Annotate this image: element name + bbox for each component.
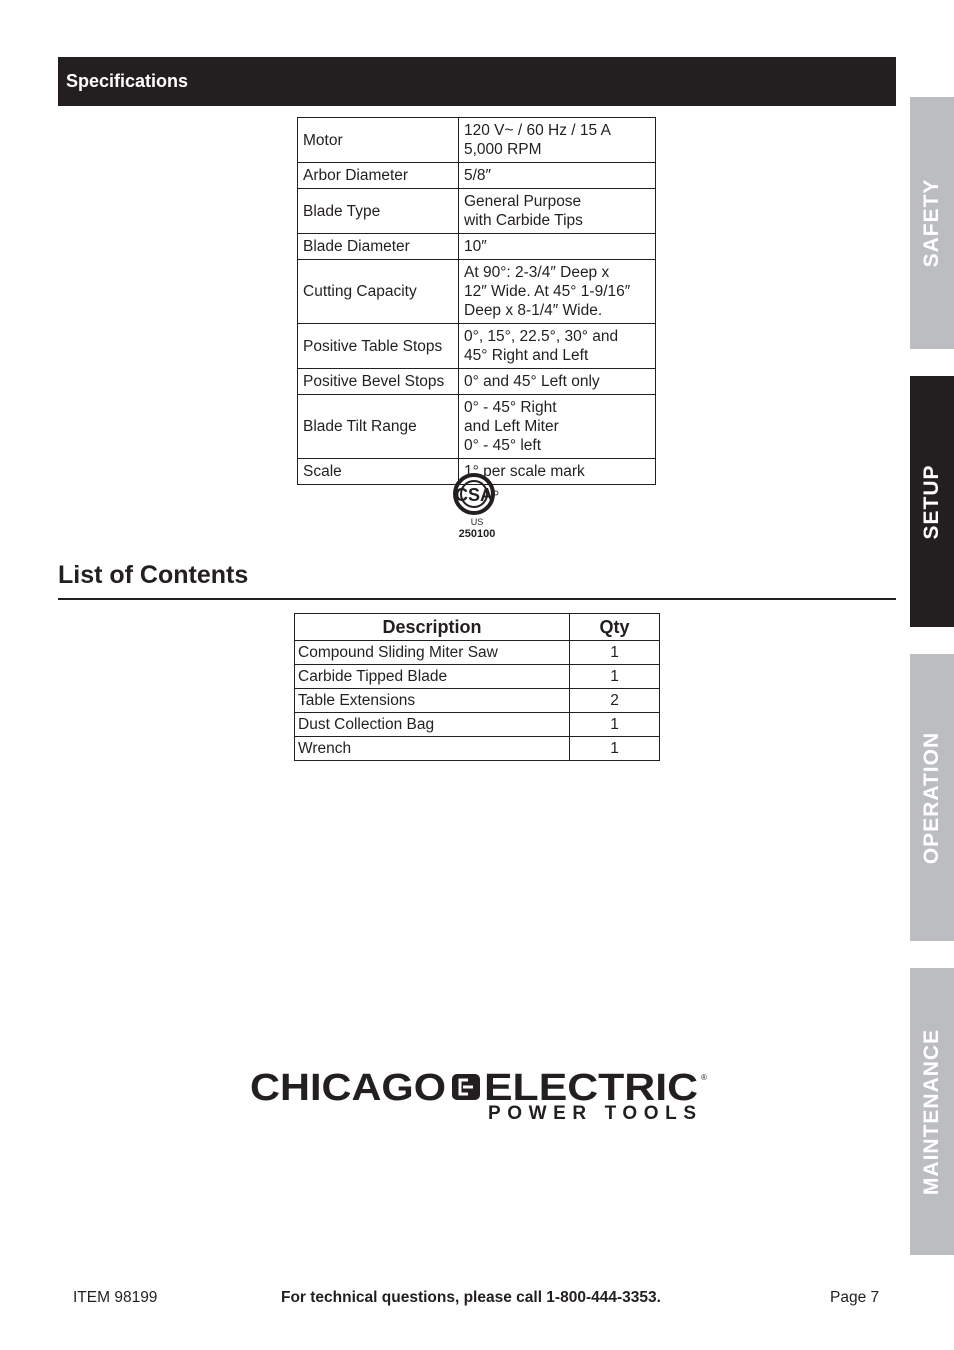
csa-number: 250100: [458, 528, 496, 540]
specifications-header: [58, 57, 896, 106]
spec-label: Cutting Capacity: [298, 260, 459, 324]
side-tab-label: SAFETY: [920, 178, 943, 268]
contents-qty: 1: [570, 713, 660, 737]
side-tab-operation[interactable]: [910, 654, 954, 941]
spec-value-line: 0° - 45° left: [464, 437, 542, 454]
spec-value-line: with Carbide Tips: [464, 212, 583, 229]
footer-item-number: ITEM 98199: [73, 1289, 158, 1306]
spec-label: Motor: [298, 118, 459, 163]
side-tab-label: SETUP: [920, 463, 943, 540]
spec-value: [459, 369, 656, 395]
contents-header-row: [295, 614, 660, 641]
spec-label: Blade Tilt Range: [298, 395, 459, 459]
contents-qty: 1: [570, 737, 660, 761]
spec-value: [459, 395, 656, 459]
spec-value-line: 12″ Wide. At 45° 1-9/16″: [464, 283, 631, 300]
contents-description: Table Extensions: [295, 689, 570, 713]
side-tab-setup[interactable]: [910, 376, 954, 627]
side-tab-label: OPERATION: [920, 731, 943, 864]
section-divider: [58, 598, 896, 600]
specifications-heading: Specifications: [66, 71, 189, 91]
contents-qty: 1: [570, 641, 660, 665]
spec-value: [459, 324, 656, 369]
contents-row: [295, 665, 660, 689]
spec-label: Scale: [298, 459, 459, 485]
contents-description: Wrench: [295, 737, 570, 761]
contents-row: [295, 737, 660, 761]
spec-row: [298, 234, 656, 260]
spec-value-line: Deep x 8-1/4″ Wide.: [464, 302, 603, 319]
spec-row: [298, 189, 656, 234]
spec-label: Blade Diameter: [298, 234, 459, 260]
side-tab-safety[interactable]: [910, 97, 954, 349]
footer-page-number: Page 7: [830, 1289, 880, 1306]
spec-value-line: 1° per scale mark: [464, 463, 585, 480]
spec-label: Positive Bevel Stops: [298, 369, 459, 395]
spec-row: [298, 369, 656, 395]
csa-certification-mark: [450, 472, 504, 544]
contents-row: [295, 689, 660, 713]
spec-label: Positive Table Stops: [298, 324, 459, 369]
side-tab-label: MAINTENANCE: [920, 1028, 943, 1195]
spec-value-line: 0° and 45° Left only: [464, 373, 600, 390]
spec-value-line: 120 V~ / 60 Hz / 15 A: [464, 122, 611, 139]
description-header: Description: [295, 614, 570, 641]
qty-header: Qty: [570, 614, 660, 641]
spec-value-line: 0°, 15°, 22.5°, 30° and: [464, 328, 619, 345]
spec-value-line: General Purpose: [464, 193, 582, 210]
spec-row: [298, 324, 656, 369]
footer-contact: For technical questions, please call 1-800-444-3353.: [281, 1289, 661, 1306]
contents-row: [295, 641, 660, 665]
spec-row: [298, 260, 656, 324]
logo-brand-left: CHICAGO: [250, 1068, 446, 1109]
spec-value: [459, 260, 656, 324]
spec-value-line: and Left Miter: [464, 418, 559, 435]
list-of-contents-title: List of Contents: [58, 561, 249, 589]
csa-mark-text: CSA: [454, 485, 494, 505]
side-tab-maintenance[interactable]: [910, 968, 954, 1255]
spec-value-line: 10″: [464, 238, 487, 255]
contents-description: Compound Sliding Miter Saw: [295, 641, 570, 665]
svg-text:®: ®: [701, 1073, 707, 1082]
csa-country: US: [470, 517, 484, 527]
contents-qty: 1: [570, 665, 660, 689]
contents-row: [295, 713, 660, 737]
contents-qty: 2: [570, 689, 660, 713]
spec-value: [459, 234, 656, 260]
spec-value-line: At 90°: 2-3/4″ Deep x: [464, 264, 610, 281]
spec-label: Arbor Diameter: [298, 163, 459, 189]
contents-description: Carbide Tipped Blade: [295, 665, 570, 689]
logo-brand-right: ELECTRIC: [484, 1068, 698, 1109]
spec-row: [298, 163, 656, 189]
spec-value-line: 5,000 RPM: [464, 141, 542, 158]
spec-value: [459, 189, 656, 234]
spec-value-line: 45° Right and Left: [464, 347, 589, 364]
chicago-electric-logo: [248, 1068, 708, 1128]
spec-value-line: 0° - 45° Right: [464, 399, 557, 416]
spec-value-line: 5/8″: [464, 167, 492, 184]
specifications-table: [297, 117, 656, 485]
csa-logo-icon: [450, 472, 504, 518]
spec-row: [298, 118, 656, 163]
spec-row: [298, 395, 656, 459]
contents-table: [294, 613, 660, 761]
spec-label: Blade Type: [298, 189, 459, 234]
contents-description: Dust Collection Bag: [295, 713, 570, 737]
spec-value: [459, 118, 656, 163]
logo-tagline: POWER TOOLS: [488, 1103, 696, 1124]
spec-value: [459, 163, 656, 189]
